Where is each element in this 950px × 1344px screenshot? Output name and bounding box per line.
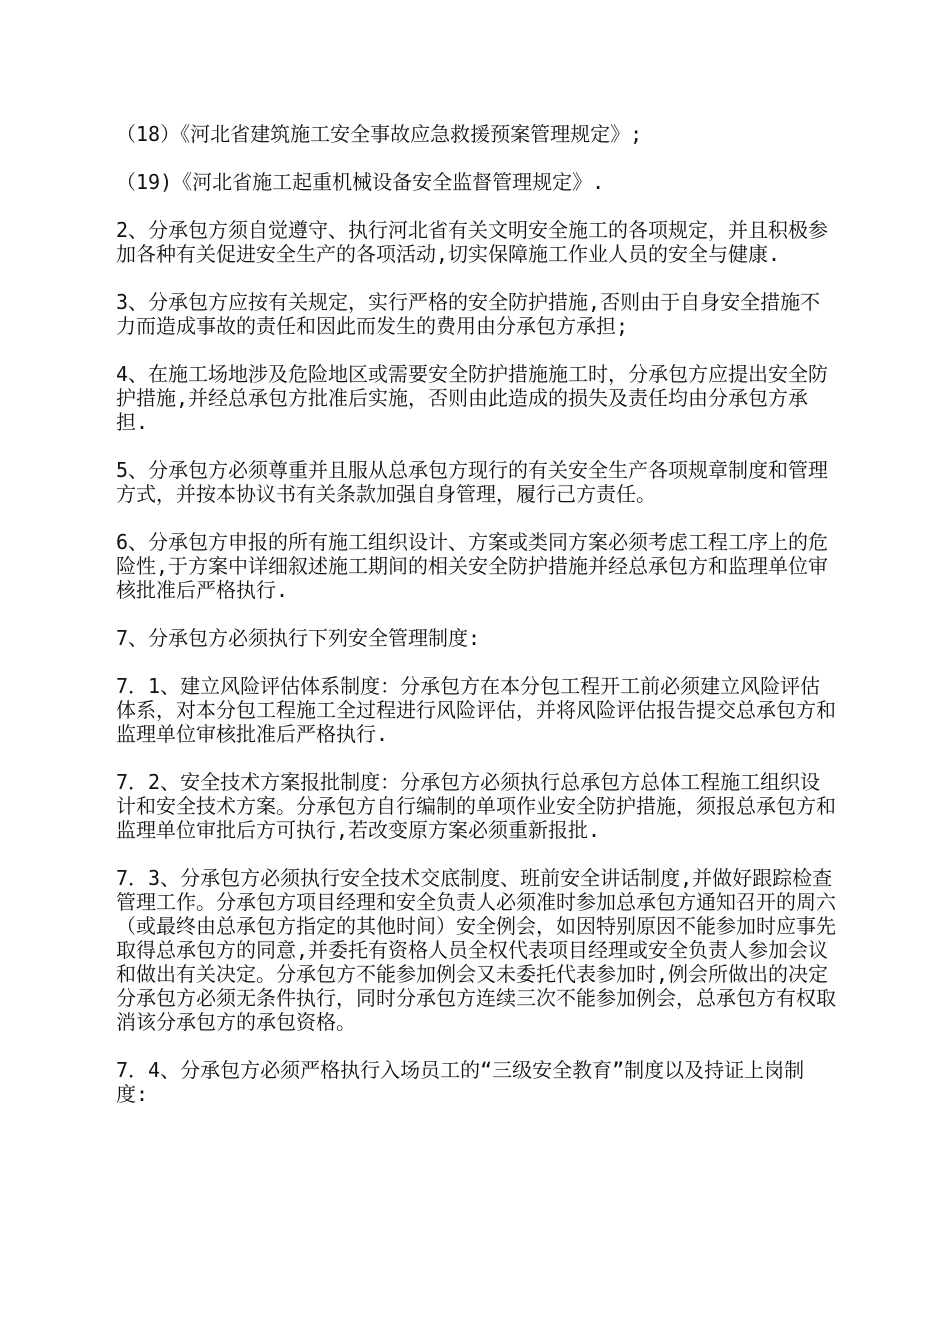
clause-6: 6、分承包方申报的所有施工组织设计、方案或类同方案必须考虑工程工序上的危险性,于方案中详细叙述施工期间的相关安全防护措施并经总承包方和监理单位审核批准后严格执行. (116, 530, 829, 602)
clause-2: 2、分承包方须自觉遵守、执行河北省有关文明安全施工的各项规定，并且积极参加各种有关促进安全生产的各项活动,切实保障施工作业人员的安全与健康. (116, 218, 829, 266)
clause-7-2: 7．2、安全技术方案报批制度：分承包方必须执行总承包方总体工程施工组织设计和安全技术方案。分承包方自行编制的单项作业安全防护措施，须报总承包方和监理单位审批后方可执行,若改变原方案必须重新报批. (116, 770, 836, 842)
clause-3: 3、分承包方应按有关规定，实行严格的安全防护措施,否则由于自身安全措施不力而造成事故的责任和因此而发生的费用由分承包方承担; (116, 290, 821, 338)
clause-4: 4、在施工场地涉及危险地区或需要安全防护措施施工时，分承包方应提出安全防护措施,并经总承包方批准后实施，否则由此造成的损失及责任均由分承包方承担. (116, 362, 829, 434)
clause-5: 5、分承包方必须尊重并且服从总承包方现行的有关安全生产各项规章制度和管理方式，并按本协议书有关条款加强自身管理，履行己方责任。 (116, 458, 829, 506)
reference-item-19: （19)《河北省施工起重机械设备安全监督管理规定》. (116, 170, 605, 194)
clause-7: 7、分承包方必须执行下列安全管理制度: (116, 626, 481, 650)
clause-7-1: 7．1、建立风险评估体系制度：分承包方在本分包工程开工前必须建立风险评估体系，对本分包工程施工全过程进行风险评估，并将风险评估报告提交总承包方和监理单位审核批准后严格执行. (116, 674, 836, 746)
reference-item-18: （18）《河北省建筑施工安全事故应急救援预案管理规定》; (116, 122, 643, 146)
document-body (116, 122, 836, 1130)
clause-7-3: 7．3、分承包方必须执行安全技术交底制度、班前安全讲话制度,并做好跟踪检查管理工作。分承包方项目经理和安全负责人必须准时参加总承包方通知召开的周六（或最终由总承包方指定的其他时间）安全例会，如因特别原因不能参加时应事先取得总承包方的同意,并委托有资格人员全权代表项目经理或安全负责人参加会议和做出有关决定。分承包方不能参加例会又未委托代表参加时,例会所做出的决定分承包方必须无条件执行，同时分承包方连续三次不能参加例会，总承包方有权取消该分承包方的承包资格。 (116, 866, 836, 1034)
clause-7-4: 7．4、分承包方必须严格执行入场员工的“三级安全教育”制度以及持证上岗制度: (116, 1058, 805, 1106)
